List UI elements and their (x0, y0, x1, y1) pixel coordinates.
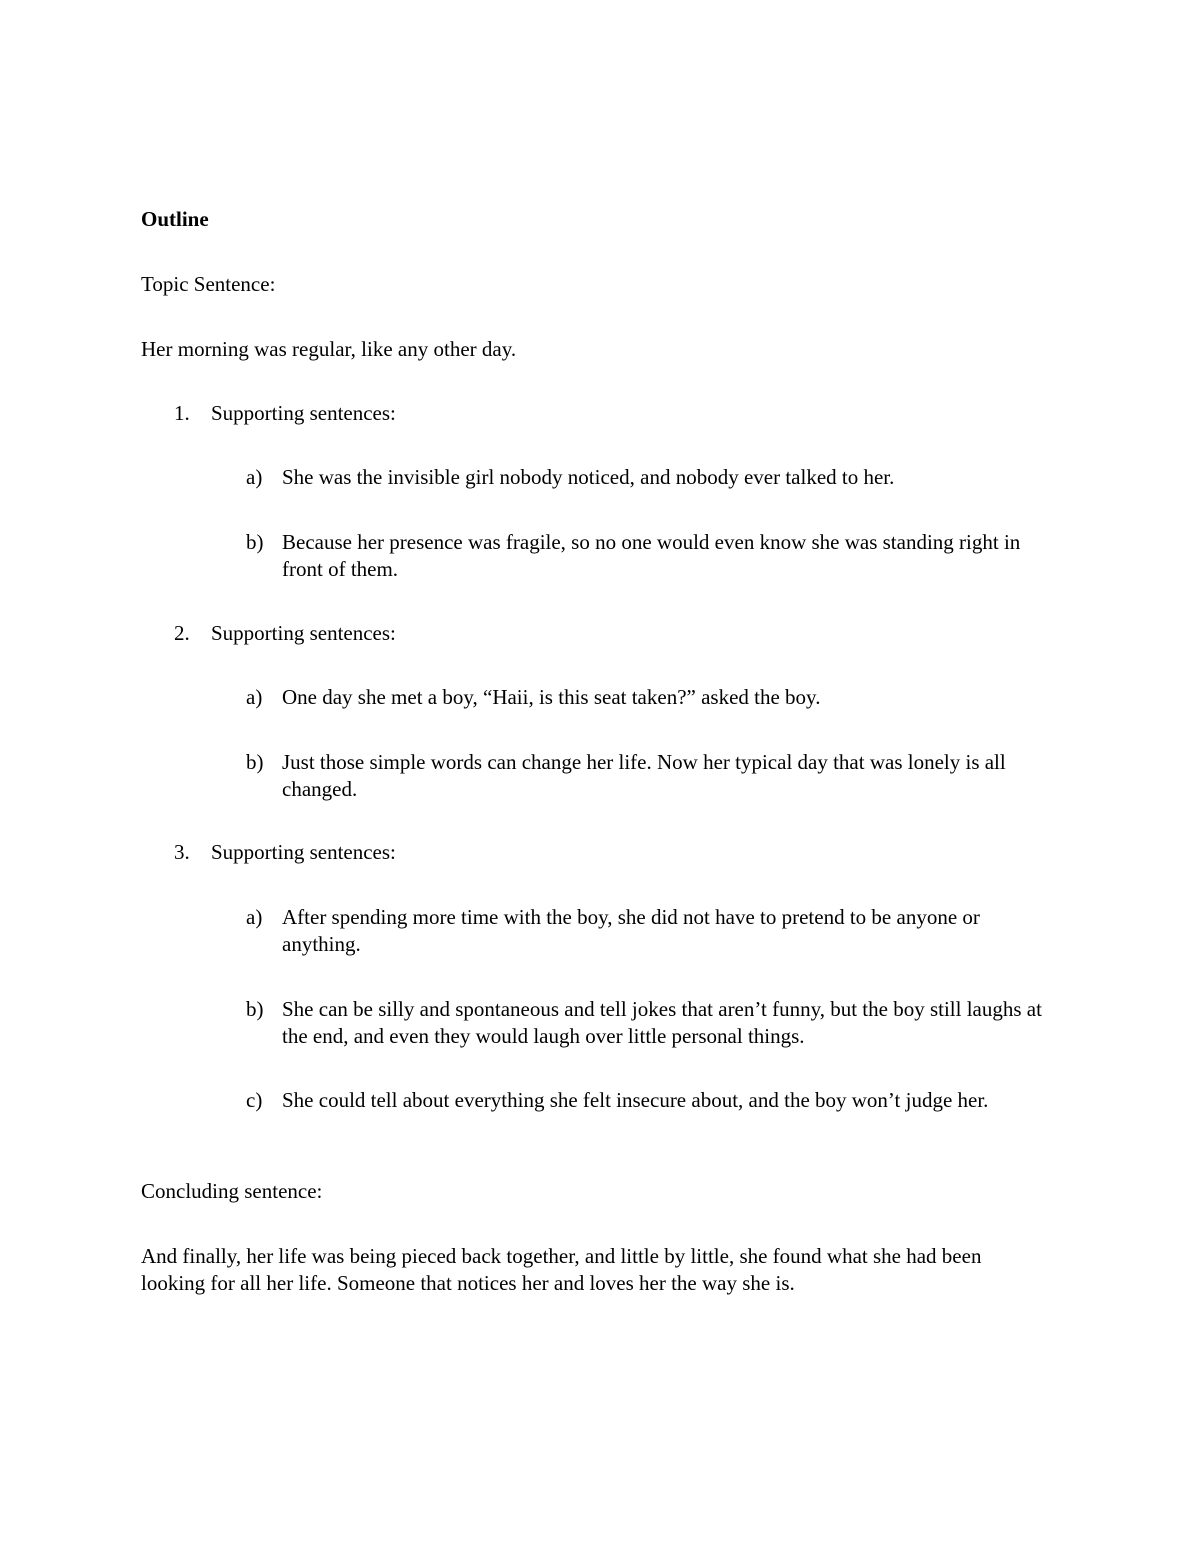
section-number: 3. (174, 840, 190, 864)
item-letter: b) (246, 997, 264, 1021)
section-label: Supporting sentences: (211, 621, 396, 645)
concluding-sentence: And finally, her life was being pieced back together, and little by little, she found what she had been looking for all her life. Someone that notices her and loves her the way she is. (141, 1244, 982, 1295)
item-text: She could tell about everything she felt insecure about, and the boy won’t judge her. (282, 1088, 989, 1112)
item-text: She was the invisible girl nobody noticed, and nobody ever talked to her. (282, 465, 895, 489)
section-number: 2. (174, 621, 190, 645)
item-letter: a) (246, 905, 263, 929)
item-letter: a) (246, 685, 263, 709)
item-text: One day she met a boy, “Haii, is this seat taken?” asked the boy. (282, 685, 821, 709)
topic-sentence: Her morning was regular, like any other day. (141, 337, 517, 361)
item-text: She can be silly and spontaneous and tell jokes that aren’t funny, but the boy still laughs at the end, and even they would laugh over little personal things. (282, 997, 1042, 1048)
item-letter: a) (246, 465, 263, 489)
section-number: 1. (174, 401, 190, 425)
item-letter: b) (246, 750, 264, 774)
section-label: Supporting sentences: (211, 840, 396, 864)
item-letter: b) (246, 530, 264, 554)
document-title: Outline (141, 207, 209, 231)
item-text: After spending more time with the boy, she did not have to pretend to be anyone or anything. (282, 905, 980, 956)
item-letter: c) (246, 1088, 263, 1112)
topic-label: Topic Sentence: (141, 272, 276, 296)
section-label: Supporting sentences: (211, 401, 396, 425)
item-text: Just those simple words can change her life. Now her typical day that was lonely is all changed. (282, 750, 1006, 801)
concluding-label: Concluding sentence: (141, 1179, 323, 1203)
item-text: Because her presence was fragile, so no one would even know she was standing right in front of them. (282, 530, 1021, 581)
